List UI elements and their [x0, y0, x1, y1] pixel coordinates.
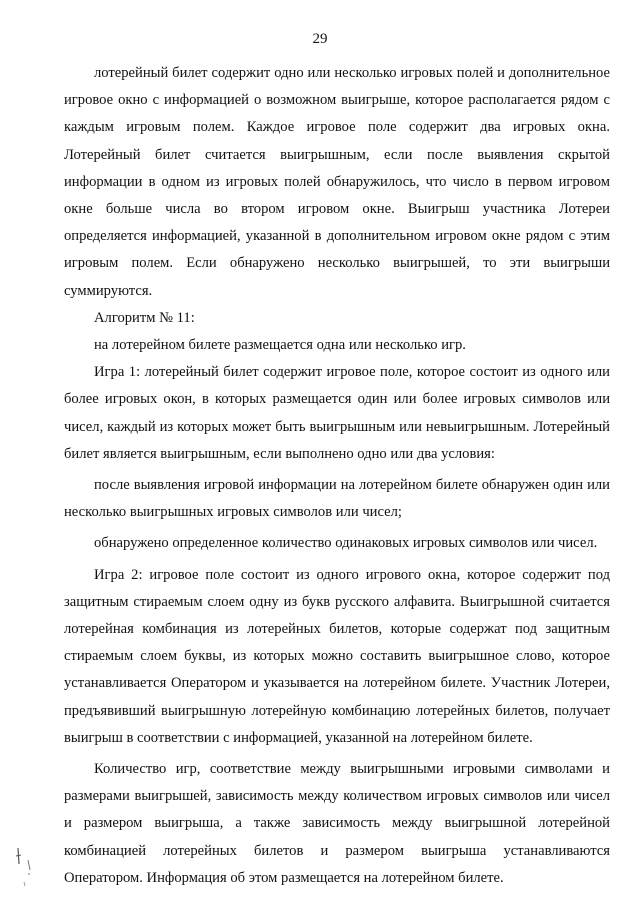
paragraph-condition-1: после выявления игровой информации на лотерейном билете обнаружен один или несколько выигрышных игровых символов или чисел;	[64, 477, 610, 521]
paragraph-lottery-ticket-fields: лотерейный билет содержит одно или несколько игровых полей и дополнительное игровое окно с информацией о возможном выигрыше, которое располагается рядом с каждым игровым полем. Каждое игровое поле содержит два игровых окна. Лотерейный билет считается выигрышным, если после выявления скрытой информации в одном из игровых полей обнаружилось, что число в первом игровом окне больше числа во втором игровом окне. Выигрыш участника Лотереи определяется информацией, указанной в дополнительном игровом окне рядом с этим игровым полем. Если обнаружено несколько выигрышей, то эти выигрыши суммируются.	[64, 65, 610, 299]
document-body	[64, 60, 610, 892]
margin-scan-marks	[14, 842, 38, 892]
paragraph-number-of-games: Количество игр, соответствие между выигрышными игровыми символами и размерами выигрышей, зависимость между количеством игровых символов или чисел и размером выигрыша, а также зависимость между выигрышной лотерейной комбинацией лотерейных билетов и размером выигрыша устанавливаются Оператором. Информация об этом размещается на лотерейном билете.	[64, 761, 610, 886]
paragraph-game-2: Игра 2: игровое поле состоит из одного игрового окна, которое содержит под защитным стираемым слоем одну из букв русского алфавита. Выигрышной считается лотерейная комбинация из лотерейных билетов, которые содержат под защитным стираемым слоем буквы, из которых можно составить выигрышное слово, которое устанавливается Оператором и указывается на лотерейном билете. Участник Лотереи, предъявивший выигрышную лотерейную комбинацию лотерейных билетов, получает выигрыш в соответствии с информацией, указанной на лотерейном билете.	[64, 566, 610, 746]
paragraph-condition-2: обнаружено определенное количество одинаковых игровых символов или чисел.	[94, 535, 598, 552]
paragraph-game-1: Игра 1: лотерейный билет содержит игровое поле, которое состоит из одного или более игровых окон, в которых размещается один или более игровых символов или чисел, каждый из которых может быть выигрышным или невыигрышным. Лотерейный билет является выигрышным, если выполнено одно или два условия:	[64, 364, 610, 462]
paragraph-algorithm-11-heading: Алгоритм № 11:	[94, 309, 195, 326]
page-number: 29	[312, 31, 328, 47]
paragraph-games-on-ticket: на лотерейном билете размещается одна или несколько игр.	[94, 337, 466, 354]
